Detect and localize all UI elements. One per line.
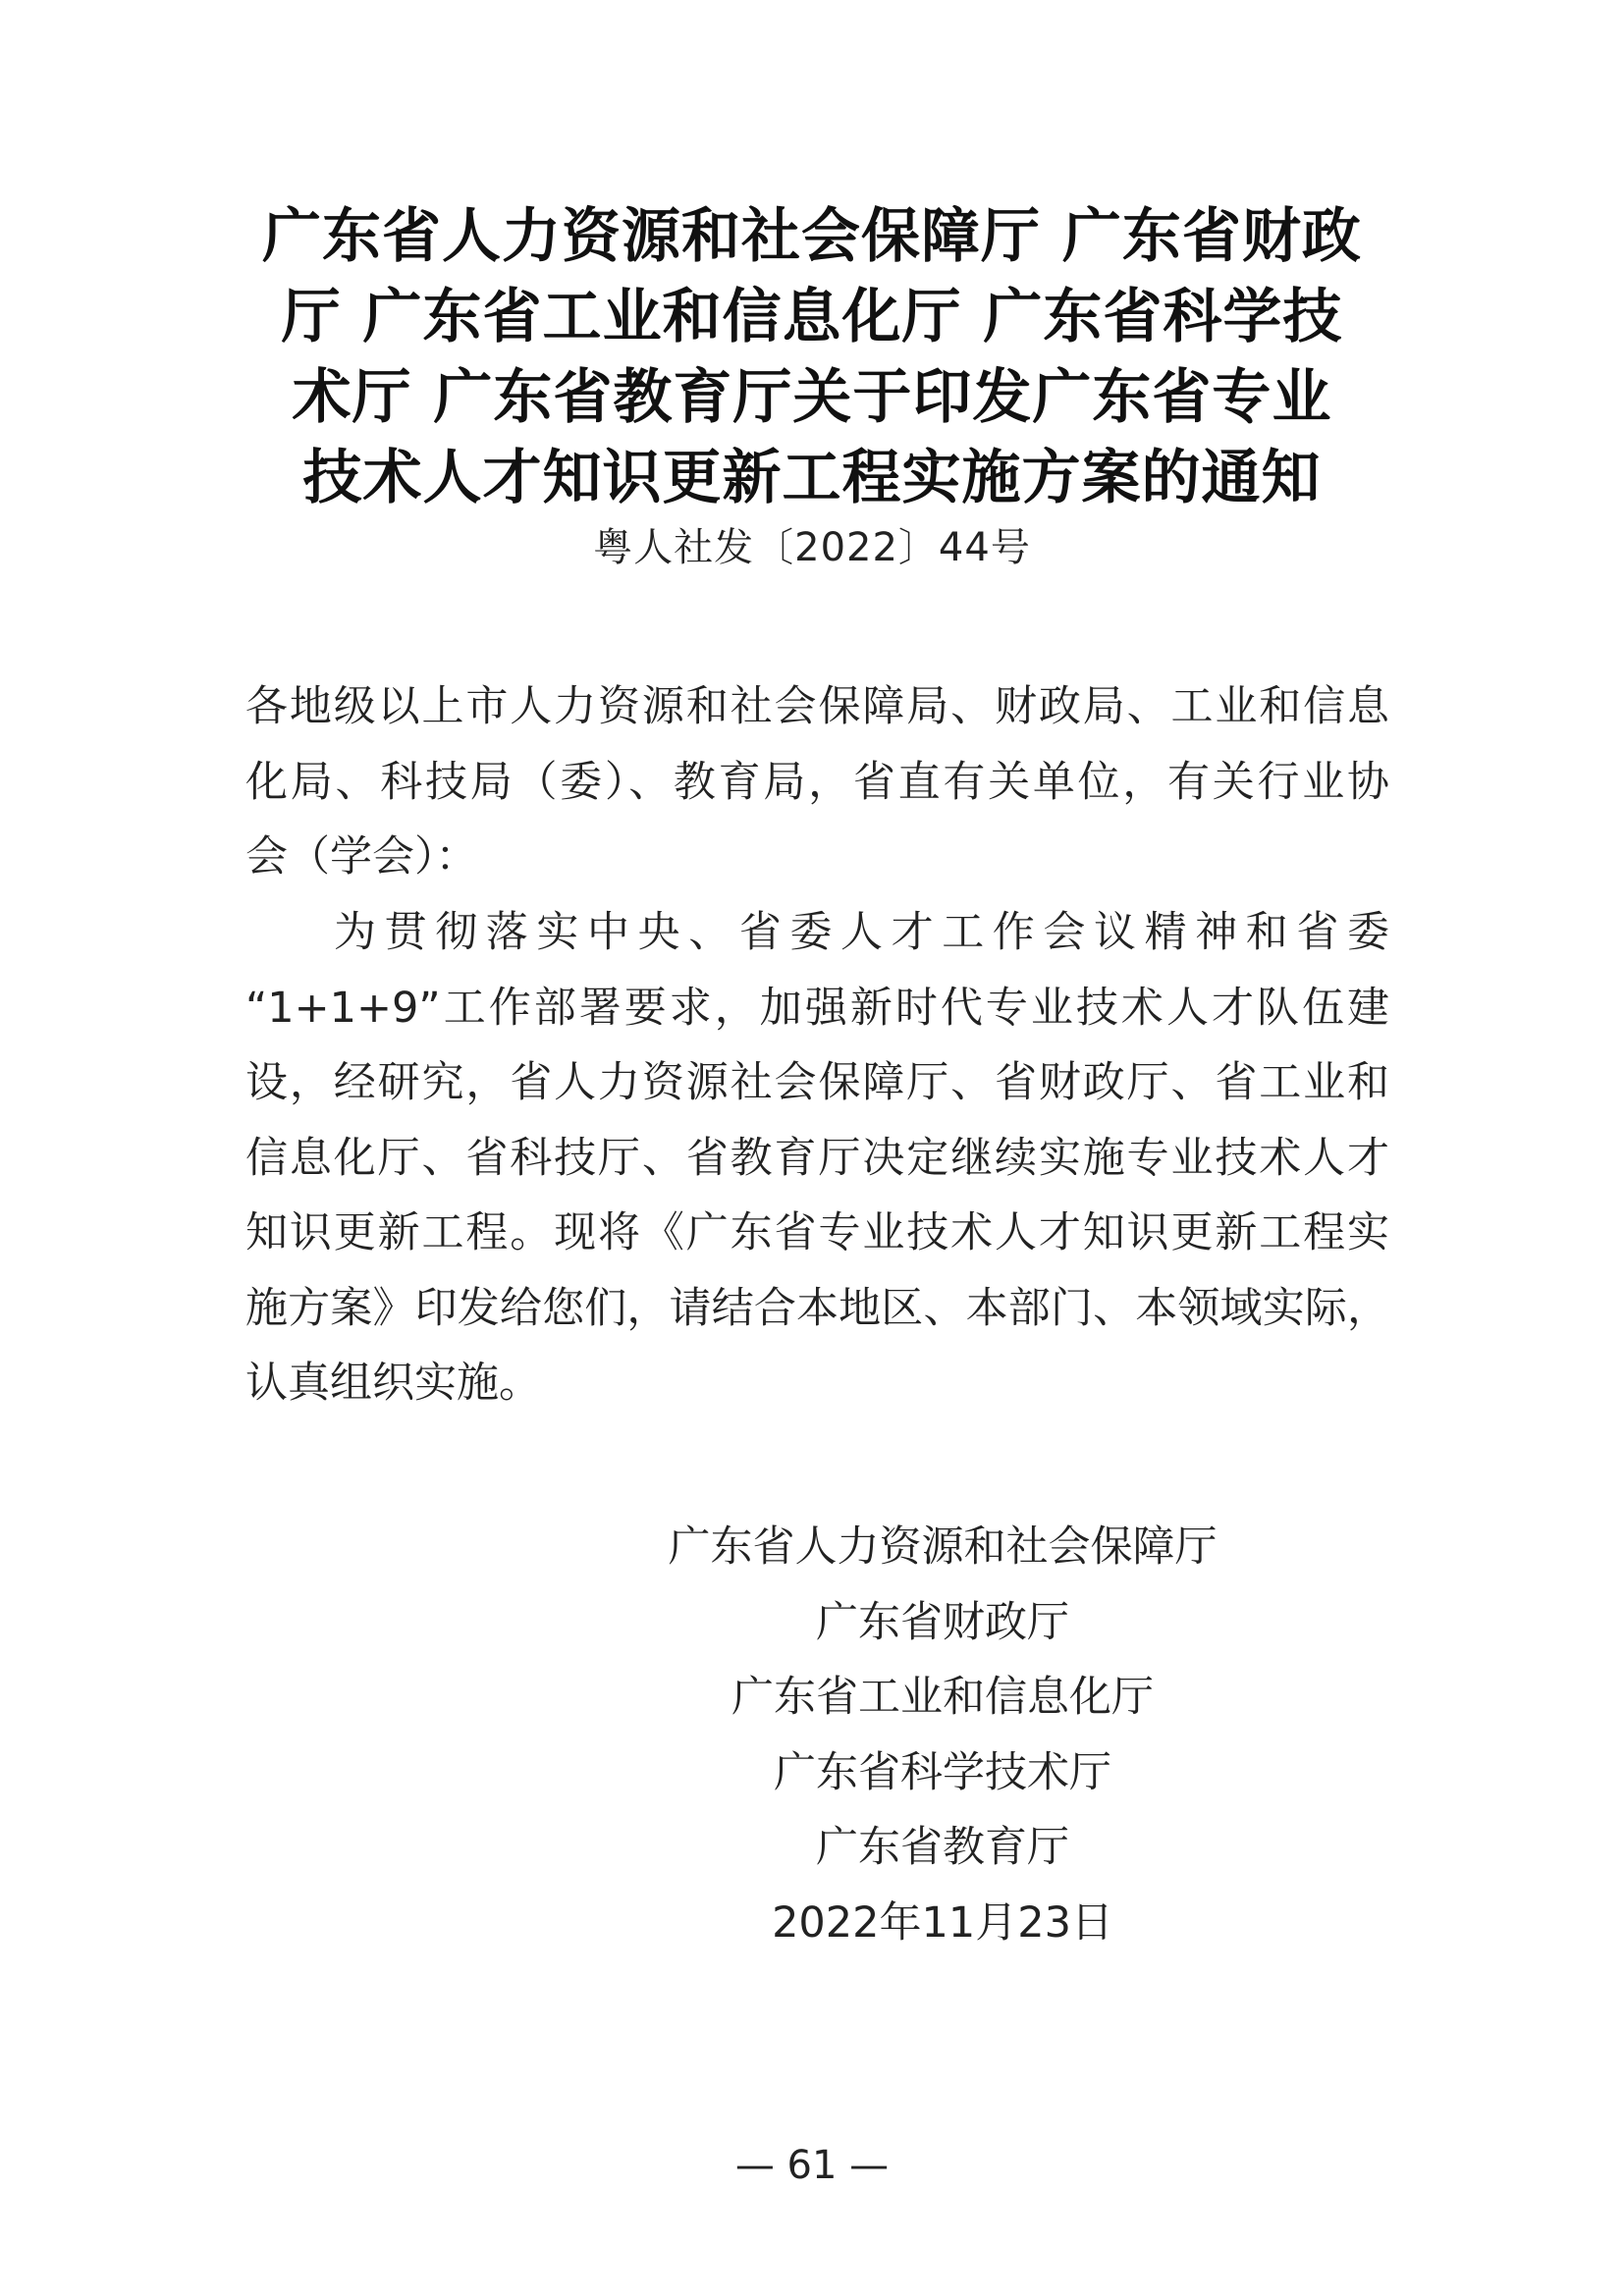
- page-number: — 61 —: [734, 2143, 890, 2188]
- salutation-line: 各地级以上市人力资源和社会保障局、财政局、工业和信息: [245, 682, 1389, 731]
- signatory: 广东省教育厅: [816, 1823, 1069, 1872]
- issue-date: 2022年11月23日: [772, 1897, 1113, 1948]
- paragraph-line: 为贯彻落实中央、省委人才工作会议精神和省委: [334, 908, 1389, 957]
- salutation: [245, 669, 1389, 895]
- document-title: [236, 196, 1388, 518]
- salutation-line: 化局、科技局（委）、教育局，省直有关单位，有关行业协: [245, 757, 1389, 807]
- signatory: 广东省工业和信息化厅: [731, 1673, 1154, 1722]
- paragraph-line: 设，经研究，省人力资源社会保障厅、省财政厅、省工业和: [245, 1058, 1389, 1107]
- paragraph-line: 知识更新工程。现将《广东省专业技术人才知识更新工程实: [245, 1208, 1389, 1257]
- paragraph-line: “1+1+9”工作部署要求，加强新时代专业技术人才队伍建: [245, 983, 1389, 1033]
- title-line: 技术人才知识更新工程实施方案的通知: [302, 444, 1322, 512]
- title-line: 厅 广东省工业和信息化厅 广东省科学技: [281, 283, 1343, 351]
- body-paragraph: [245, 895, 1389, 1421]
- document-number: 粤人社发〔2022〕44号: [593, 525, 1031, 570]
- title-line: 术厅 广东省教育厅关于印发广东省专业: [292, 363, 1332, 432]
- title-line: 广东省人力资源和社会保障厅 广东省财政: [262, 202, 1362, 271]
- signature-block: [648, 1510, 1237, 1960]
- salutation-line: 会（学会）：: [245, 832, 478, 881]
- signatory: 广东省财政厅: [816, 1597, 1069, 1647]
- signatory: 广东省科学技术厅: [774, 1747, 1111, 1797]
- paragraph-line: 信息化厅、省科技厅、省教育厅决定继续实施专业技术人才: [245, 1133, 1389, 1183]
- paragraph-line: 施方案》印发给您们，请结合本地区、本部门、本领域实际，: [245, 1283, 1389, 1333]
- paragraph-line: 认真组织实施。: [245, 1359, 541, 1408]
- signatory: 广东省人力资源和社会保障厅: [668, 1522, 1218, 1572]
